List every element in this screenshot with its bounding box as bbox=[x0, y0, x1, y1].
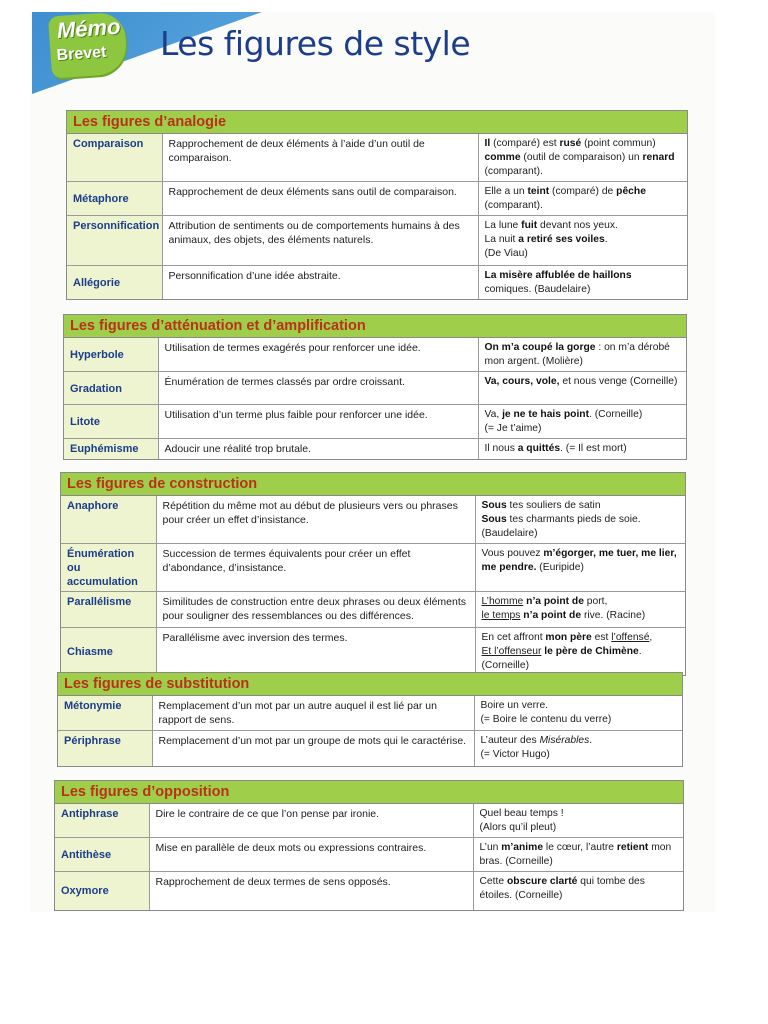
term-cell: Euphémisme bbox=[64, 439, 158, 459]
example-cell: Vous pouvez m’égorger, me tuer, me lier, me pendre. (Euripide) bbox=[475, 544, 685, 592]
example-cell: L’un m’anime le cœur, l’autre retient mon bras. (Corneille) bbox=[473, 838, 683, 872]
section-table bbox=[58, 696, 682, 766]
badge-line-1: Mémo bbox=[56, 13, 122, 44]
section-heading: Les figures de construction bbox=[61, 473, 685, 496]
table-row bbox=[61, 496, 685, 544]
example-cell: L’homme n’a point de port, le temps n’a point de rive. (Racine) bbox=[475, 592, 685, 628]
table-row bbox=[61, 628, 685, 676]
term-cell: Énumération ou accumulation bbox=[61, 544, 156, 592]
section-heading: Les figures d’atténuation et d’amplification bbox=[64, 315, 686, 338]
term-cell: Antiphrase bbox=[55, 804, 149, 838]
term-cell: Hyperbole bbox=[64, 338, 158, 372]
definition-cell: Utilisation d’un terme plus faible pour renforcer une idée. bbox=[158, 405, 478, 439]
table-row bbox=[61, 592, 685, 628]
table-row bbox=[64, 338, 686, 372]
definition-cell: Rapprochement de deux éléments à l’aide d’un outil de comparaison. bbox=[162, 134, 478, 182]
table-row bbox=[64, 405, 686, 439]
section-substitution bbox=[57, 672, 683, 767]
definition-cell: Succession de termes équivalents pour créer un effet d’abondance, d’insistance. bbox=[156, 544, 475, 592]
section-attenuation-amplification bbox=[63, 314, 687, 460]
term-cell: Périphrase bbox=[58, 730, 152, 766]
definition-cell: Rapprochement de deux éléments sans outil de comparaison. bbox=[162, 182, 478, 216]
example-cell: En cet affront mon père est l’offensé, Et l’offenseur le père de Chimène. (Corneille) bbox=[475, 628, 685, 676]
table-row bbox=[67, 134, 687, 182]
definition-cell: Remplacement d’un mot par un autre auquel il est lié par un rapport de sens. bbox=[152, 696, 474, 730]
term-cell: Anaphore bbox=[61, 496, 156, 544]
example-cell: La lune fuit devant nos yeux. La nuit a retiré ses voiles. (De Viau) bbox=[478, 216, 687, 266]
section-table bbox=[67, 134, 687, 299]
table-row bbox=[67, 216, 687, 266]
term-cell: Chiasme bbox=[61, 628, 156, 676]
definition-cell: Mise en parallèle de deux mots ou expressions contraires. bbox=[149, 838, 473, 872]
term-cell: Métaphore bbox=[67, 182, 162, 216]
definition-cell: Adoucir une réalité trop brutale. bbox=[158, 439, 478, 459]
term-cell: Personnification bbox=[67, 216, 162, 266]
example-cell: L’auteur des Misérables. (= Victor Hugo) bbox=[474, 730, 682, 766]
term-cell: Gradation bbox=[64, 372, 158, 405]
page-title: Les figures de style bbox=[160, 24, 471, 63]
section-construction bbox=[60, 472, 686, 676]
definition-cell: Utilisation de termes exagérés pour renforcer une idée. bbox=[158, 338, 478, 372]
example-cell: Elle a un teint (comparé) de pêche (comparant). bbox=[478, 182, 687, 216]
definition-cell: Attribution de sentiments ou de comportements humains à des animaux, des objets, des éléments naturels. bbox=[162, 216, 478, 266]
section-table bbox=[61, 496, 685, 675]
section-analogie bbox=[66, 110, 688, 300]
term-cell: Oxymore bbox=[55, 872, 149, 910]
section-table bbox=[55, 804, 683, 910]
term-cell: Allégorie bbox=[67, 266, 162, 300]
table-row bbox=[67, 182, 687, 216]
example-cell: Va, cours, vole, et nous venge (Corneille) bbox=[478, 372, 686, 405]
table-row bbox=[58, 730, 682, 766]
definition-cell: Remplacement d’un mot par un groupe de mots qui le caractérise. bbox=[152, 730, 474, 766]
table-row bbox=[61, 544, 685, 592]
definition-cell: Personnification d’une idée abstraite. bbox=[162, 266, 478, 300]
example-cell: On m’a coupé la gorge : on m’a dérobé mon argent. (Molière) bbox=[484, 342, 670, 367]
section-opposition bbox=[54, 780, 684, 911]
section-table bbox=[64, 338, 686, 459]
badge-line-2: Brevet bbox=[56, 43, 107, 65]
definition-cell: Dire le contraire de ce que l’on pense par ironie. bbox=[149, 804, 473, 838]
term-cell: Métonymie bbox=[58, 696, 152, 730]
section-heading: Les figures d’opposition bbox=[55, 781, 683, 804]
example-cell: La misère affublée de haillons comiques. (Baudelaire) bbox=[478, 266, 687, 300]
table-row bbox=[64, 372, 686, 405]
term-cell: Comparaison bbox=[67, 134, 162, 182]
term-cell: Litote bbox=[64, 405, 158, 439]
section-heading: Les figures de substitution bbox=[58, 673, 682, 696]
table-row bbox=[55, 872, 683, 910]
definition-cell: Parallélisme avec inversion des termes. bbox=[156, 628, 475, 676]
definition-cell: Énumération de termes classés par ordre croissant. bbox=[158, 372, 478, 405]
example-cell: Va, je ne te hais point. (Corneille) (= Je t’aime) bbox=[478, 405, 686, 439]
example-cell: Il nous a quittés. (= Il est mort) bbox=[478, 439, 686, 459]
definition-cell: Similitudes de construction entre deux phrases ou deux éléments pour souligner des ressemblances ou des différences. bbox=[156, 592, 475, 628]
table-row bbox=[55, 838, 683, 872]
example-cell: Cette obscure clarté qui tombe des étoiles. (Corneille) bbox=[473, 872, 683, 910]
example-cell: Il (comparé) est rusé (point commun) comme (outil de comparaison) un renard (comparant). bbox=[484, 138, 675, 177]
section-heading: Les figures d’analogie bbox=[67, 111, 687, 134]
definition-cell: Rapprochement de deux termes de sens opposés. bbox=[149, 872, 473, 910]
table-row bbox=[67, 266, 687, 300]
example-cell: Boire un verre. (= Boire le contenu du verre) bbox=[480, 700, 612, 725]
table-row bbox=[64, 439, 686, 459]
definition-cell: Répétition du même mot au début de plusieurs vers ou phrases pour créer un effet d’insistance. bbox=[156, 496, 475, 544]
term-cell: Parallélisme bbox=[61, 592, 156, 628]
table-row bbox=[55, 804, 683, 838]
table-row bbox=[58, 696, 682, 730]
example-cell: Sous tes souliers de satin Sous tes charmants pieds de soie. (Baudelaire) bbox=[481, 500, 641, 539]
example-cell: Quel beau temps ! (Alors qu’il pleut) bbox=[479, 808, 564, 833]
term-cell: Antithèse bbox=[55, 838, 149, 872]
